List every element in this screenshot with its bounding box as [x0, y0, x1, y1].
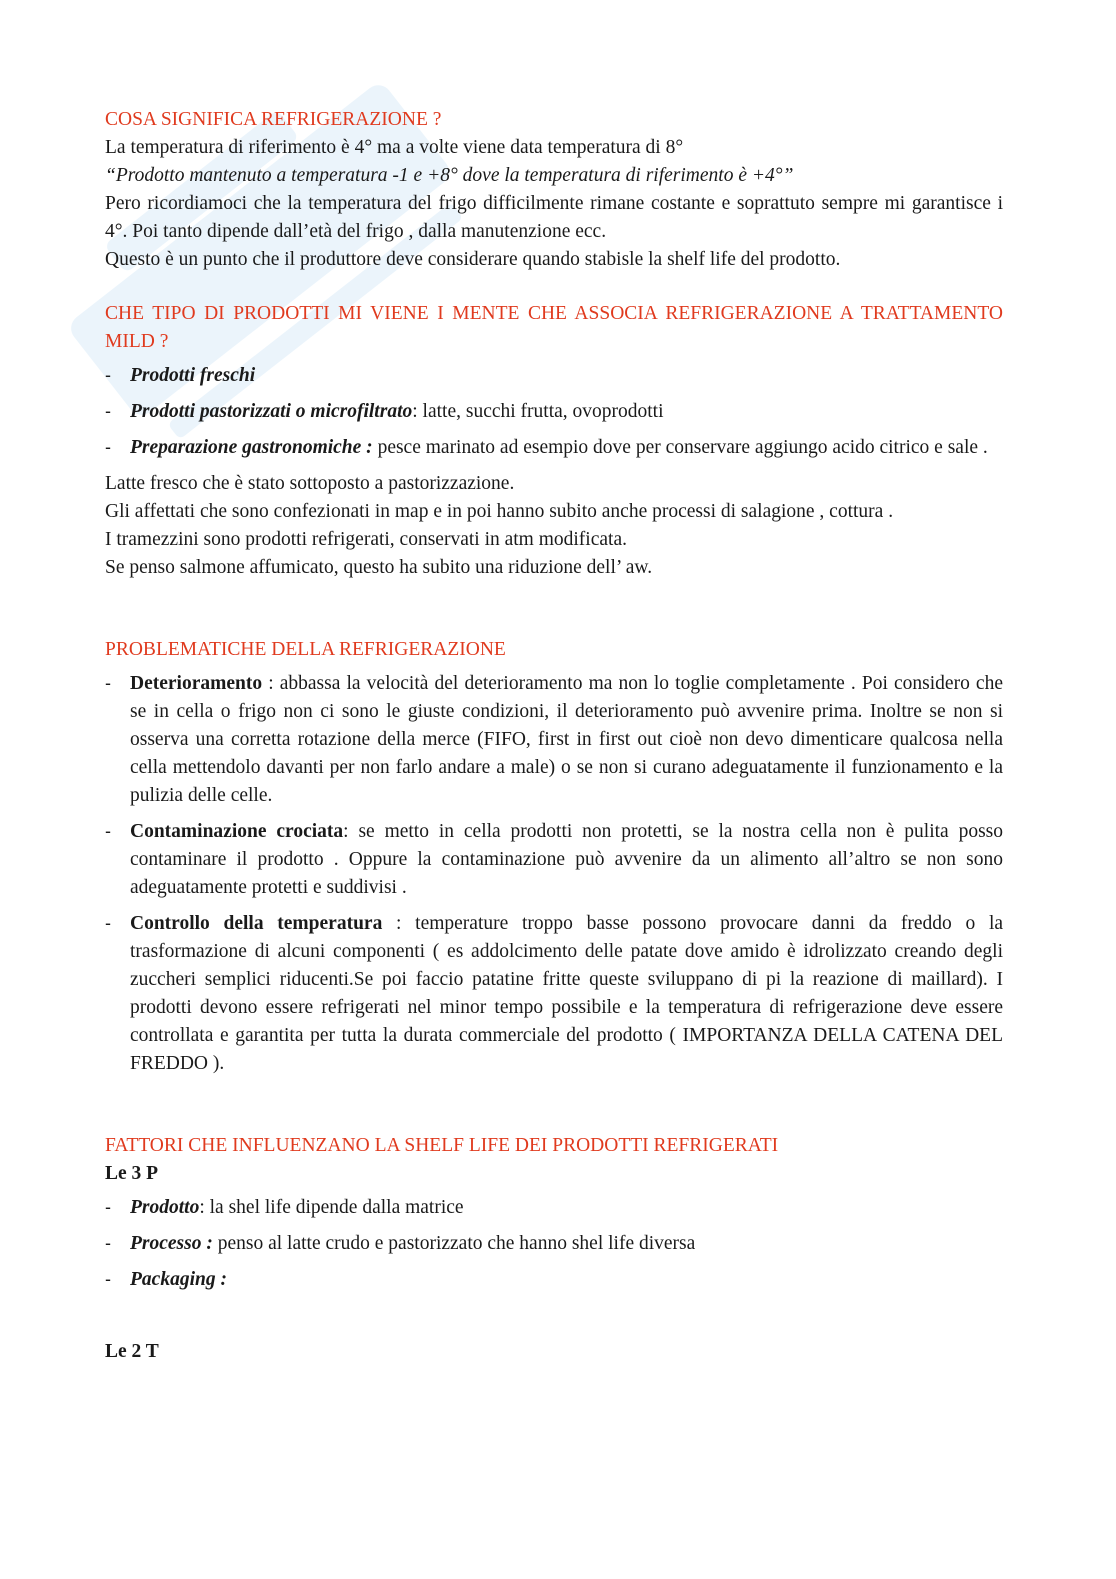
dash-icon: - [105, 821, 111, 841]
reference-temperature-line: La temperatura di riferimento è 4° ma a volte viene data temperatura di 8° [105, 137, 684, 158]
paragraph-affettati: Gli affettati che sono confezionati in map e in poi hanno subito anche processi di salagione , cottura . [105, 501, 894, 522]
dash-icon: - [105, 1197, 111, 1217]
dash-icon: - [105, 437, 111, 457]
list-item: - Prodotto: la shel life dipende dalla matrice [105, 1194, 1003, 1222]
section-heading-factors: FATTORI CHE INFLUENZANO LA SHELF LIFE DEI PRODOTTI REFRIGERATI [105, 1135, 779, 1156]
paragraph-fridge: Pero ricordiamoci che la temperatura del frigo difficilmente rimane costante e soprattuto sempre mi garantisce i 4°. Poi tanto dipende dall’età del frigo , dalla manutenzione ecc. [105, 193, 1003, 242]
dash-icon: - [105, 913, 111, 933]
list-item: - Prodotti freschi [105, 362, 1003, 390]
paragraph-producer: Questo è un punto che il produttore deve considerare quando stabisle la shelf life del prodotto. [105, 249, 841, 270]
product-list [105, 362, 1003, 462]
section-heading-problems: PROBLEMATICHE DELLA REFRIGERAZIONE [105, 639, 506, 660]
dash-icon: - [105, 365, 111, 385]
factors-list [105, 1194, 1003, 1294]
list-item: - Packaging : [105, 1266, 1003, 1294]
problems-list [105, 670, 1003, 1078]
dash-icon: - [105, 1269, 111, 1289]
list-item: - Contaminazione crociata: se metto in cella prodotti non protetti, se la nostra cella non è pulita posso contaminare il prodotto . Oppure la contaminazione può avvenire da un alimento all’altro se non sono adeguatamente protetti e suddivisi . [105, 818, 1003, 902]
dash-icon: - [105, 401, 111, 421]
paragraph-salmone: Se penso salmone affumicato, questo ha subito una riduzione dell’ aw. [105, 557, 653, 578]
section-heading-products: CHE TIPO DI PRODOTTI MI VIENE I MENTE CHE ASSOCIA REFRIGERAZIONE A TRATTAMENTO MILD ? [105, 303, 1003, 352]
list-item: - Preparazione gastronomiche : pesce marinato ad esempio dove per conservare aggiungo acido citrico e sale . [105, 434, 1003, 462]
subheading-2t: Le 2 T [105, 1341, 159, 1362]
section-heading-refrigeration: COSA SIGNIFICA REFRIGERAZIONE ? [105, 109, 442, 130]
list-item: - Controllo della temperatura : temperature troppo basse possono provocare danni da freddo o la trasformazione di alcuni componenti ( es addolcimento delle patate dove amido è idrolizzato creando degli zuccheri semplici riducenti.Se poi faccio patatine fritte queste sviluppano di pi la reazione di maillard). I prodotti devono essere refrigerati nel minor tempo possibile e la temperatura di refrigerazione deve essere controllata e garantita per tutta la durata commerciale del prodotto ( IMPORTANZA DELLA CATENA DEL FREDDO ). [105, 910, 1003, 1078]
paragraph-tramezzini: I tramezzini sono prodotti refrigerati, conservati in atm modificata. [105, 529, 627, 550]
list-item: - Processo : penso al latte crudo e pastorizzato che hanno shel life diversa [105, 1230, 1003, 1258]
paragraph-latte: Latte fresco che è stato sottoposto a pastorizzazione. [105, 473, 515, 494]
document-page [105, 106, 1003, 1366]
subheading-3p: Le 3 P [105, 1163, 159, 1184]
list-item: - Deterioramento : abbassa la velocità del deterioramento ma non lo toglie completamente . Poi considero che se in cella o frigo non ci sono le giuste condizioni, il deterioramento può avvenire prima. Inoltre se non si osserva una corretta rotazione della merce (FIFO, first in first out cioè non devo dimenticare qualcosa nella cella mettendolo davanti per non farlo andare a male) o se non si curano adeguatamente il funzionamento e la pulizia delle celle. [105, 670, 1003, 810]
list-item: - Prodotti pastorizzati o microfiltrato: latte, succhi frutta, ovoprodotti [105, 398, 1003, 426]
dash-icon: - [105, 1233, 111, 1253]
dash-icon: - [105, 673, 111, 693]
definition-quote: “Prodotto mantenuto a temperatura -1 e +8° dove la temperatura di riferimento è +4°” [105, 165, 794, 186]
